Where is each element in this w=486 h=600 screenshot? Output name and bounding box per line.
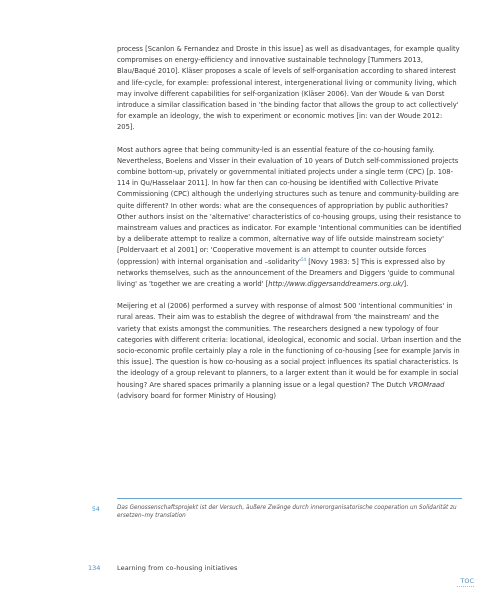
running-title: Learning from co-housing initiatives	[117, 564, 238, 572]
toc-link[interactable]: TOC	[457, 577, 474, 587]
paragraph-3	[117, 301, 462, 402]
vromraad-term: VROMraad	[408, 380, 445, 389]
footnote-reference[interactable]: 54	[301, 256, 307, 262]
footnote-number: 54	[92, 506, 100, 513]
paragraph-3-text-end: (advisory board for former Ministry of Housing)	[117, 391, 277, 400]
paragraph-2-text-continued: [Novy 1983: 5] This is expressed also by networks themselves, such as the announcement of the Dreamers and Diggers 'guide to communal living' as 'together we are creating a world' [	[117, 257, 455, 289]
paragraph-2-text-end: ].	[403, 280, 409, 289]
paragraph-3-text: Meijering et al (2006) performed a survey with response of almost 500 'intentional communities' in rural areas. Their aim was to establish the degree of withdrawal from 'the mainstream' and the variety that exists amongst the communities. The researchers designed a new typology of four categories with different criteria: locational, ideological, economic and social. Urban insertion and the socio-economic profile certainly play a role in the functioning of co-housing [see for example Jarvis in this issue]. The question is how co-housing as a social project influences its spatial characteristics. Is the ideology of a group relevant to planners, to a larger extent than it would be for example in social housing? Are shared spaces primarily a planning issue or a legal question? The Dutch	[117, 302, 462, 389]
diggers-dreamers-link[interactable]: http://www.diggersanddreamers.org.uk/	[268, 280, 404, 289]
footnote-text: Das Genossenschaftsprojekt ist der Versuch, äußere Zwänge durch innerorganisatorische cooperation un Solidarität zu ersetzen–my translation	[117, 505, 457, 520]
footnote-divider	[117, 498, 462, 499]
paragraph-2	[117, 145, 462, 291]
main-text	[117, 44, 462, 402]
paragraph-1: process [Scanlon & Fernandez and Droste in this issue] as well as disadvantages, for example quality compromises on energy-efficiency and innovative sustainable technology [Tummers 2013, Blau/Baqué 2010]. Kläser proposes a scale of levels of self-organisation according to shared interest and life-cycle, for example: professional interest, intergenerational living or community living, which may involve different capabilities for self-organization (Kläser 2006). Van der Woude & van Dorst introduce a similar classification based in 'the binding factor that allows the group to act collectively' for example an ideology, the wish to experiment or economic motives [in: van der Woude 2012: 205].	[117, 45, 460, 132]
paragraph-2-text: Most authors agree that being community-led is an essential feature of the co-housing family. Nevertheless, Boelens and Visser in their evaluation of 10 years of Dutch self-commissioned projects combine bottom-up, privately or governmental initiated projects under a single term (CPC) [p. 108-114 in Qu/Hasselaar 2011]. In how far then can co-housing be identified with Collective Private Commissioning (CPC) although the underlying structures such as tenure and community-building are quite different? In other words: what are the consequences of appropriation by public authorities? Other authors insist on the 'alternative' characteristics of co-housing groups, using their resistance to mainstream values and practices as indicator. For example 'Intentional communities can be identified by a deliberate attempt to realize a common, alternative way of life outside mainstream society' [Poldervaart et al 2001] or: 'Cooperative movement is an attempt to counter outside forces (oppression) with internal organisation and –solidarity'	[117, 145, 462, 266]
page-number: 134	[88, 564, 101, 572]
